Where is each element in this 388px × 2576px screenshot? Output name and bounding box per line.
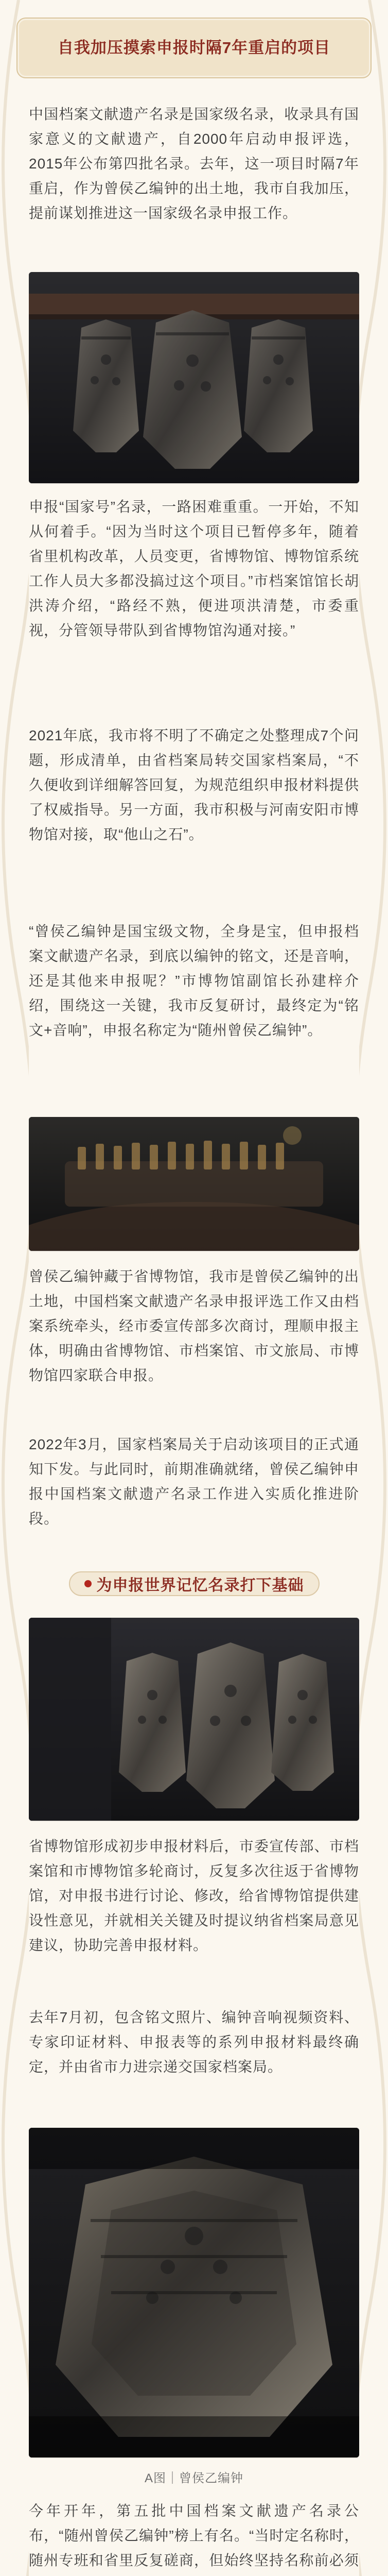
right-ornament-decoration	[359, 0, 388, 2576]
paragraph-naming-decision: “曾侯乙编钟是国宝级文物，全身是宝，但申报档案文献遗产名录，到底以编钟的铭文，还是音响，还是其他来申报呢？”市博物馆副馆长孙建梓介绍，围绕这一关键，我市反复研讨，最终定为“铭文+音响”，申报名称定为“随州曾侯乙编钟”。	[29, 923, 359, 1038]
section-divider-dot-icon	[84, 1580, 92, 1587]
photo-bells-and-text-image	[29, 1618, 359, 1821]
paragraph-question-list: 2021年底，我市将不明了不确定之处整理成7个问题，形成清单，由省档案局转交国家档案局，“不久便收到详细解答回复，为规范组织申报材料提供了权威指导。另一方面，我市积极与河南安阳市博物馆对接，取“他山之石”。	[29, 727, 359, 842]
paragraph-listing-announced: 今年开年，第五批中国档案文献遗产名录公布，“随州曾侯乙编钟”榜上有名。“当时定名称时，随州专班和省里反复磋商，但始终坚持名称前必须	[29, 2503, 359, 2568]
photo-bell-closeup-image	[29, 2128, 359, 2458]
photo-museum-hall	[29, 1117, 359, 1251]
section-divider-title: 为申报世界记忆名录打下基础	[96, 1577, 304, 1594]
photo-caption: A图｜曾侯乙编钟	[144, 2471, 243, 2485]
section-divider-pill	[69, 1571, 320, 1596]
photo-bell-closeup	[29, 2128, 359, 2458]
photo-bronze-bells-1-image	[29, 272, 359, 483]
paragraph-material-review: 省博物馆形成初步申报材料后，市委宣传部、市档案馆和市博物馆多轮商讨，反复多次往返于省博物馆，对申报书进行讨论、修改，给省博物馆提供建设性意见，并就相关关键及时提议纳省档案局意见建议，协助完善申报材料。	[29, 1838, 359, 1953]
photo-bronze-bells-1	[29, 272, 359, 483]
paragraph-initial-difficulty: 申报“国家号”名录，一路困难重重。一开始，不知从何着手。“因为当时这个项目已暂停多年，随着省里机构改革，人员变更，省博物馆、博物馆系统工作人员大多都没搞过这个项目。”市档案馆馆长胡洪涛介绍，“路经不熟，便进项洪清楚，市委重视，分管领导带队到省博物馆沟通对接。”	[29, 499, 359, 638]
section-header-title: 自我加压摸索申报时隔7年重启的项目	[57, 39, 331, 57]
photo-bells-and-text	[29, 1618, 359, 1821]
left-ornament-decoration	[0, 0, 29, 2576]
section-header-banner	[16, 18, 372, 78]
paragraph-intro: 中国档案文献遗产名录是国家级名录，收录具有国家意义的文献遗产，自2000年启动申报评选，2015年公布第四批名录。去年，这一项目时隔7年重启，作为曾侯乙编钟的出土地，我市自我加压，提前谋划推进这一国家级名录申报工作。	[29, 106, 359, 221]
paragraph-official-notice: 2022年3月，国家档案局关于启动该项目的正式通知下发。与此同时，前期准确就绪，曾侯乙编钟申报中国档案文献遗产名录工作进入实质化推进阶段。	[29, 1436, 359, 1527]
paragraph-materials-submitted: 去年7月初，包含铭文照片、编钟音响视频资料、专家印证材料、申报表等的系列申报材料最终确定，并由省市力进宗递交国家档案局。	[29, 2009, 359, 2075]
section-divider	[0, 1567, 388, 1600]
photo-museum-hall-image	[29, 1117, 359, 1251]
paragraph-applicants: 曾侯乙编钟藏于省博物馆，我市是曾侯乙编钟的出土地，中国档案文献遗产名录申报评选工作又由档案系统牵头，经市委宣传部多次商讨，理顺申报主体，明确由省博物馆、市档案馆、市文旅局、市博物馆四家联合申报。	[29, 1268, 359, 1383]
